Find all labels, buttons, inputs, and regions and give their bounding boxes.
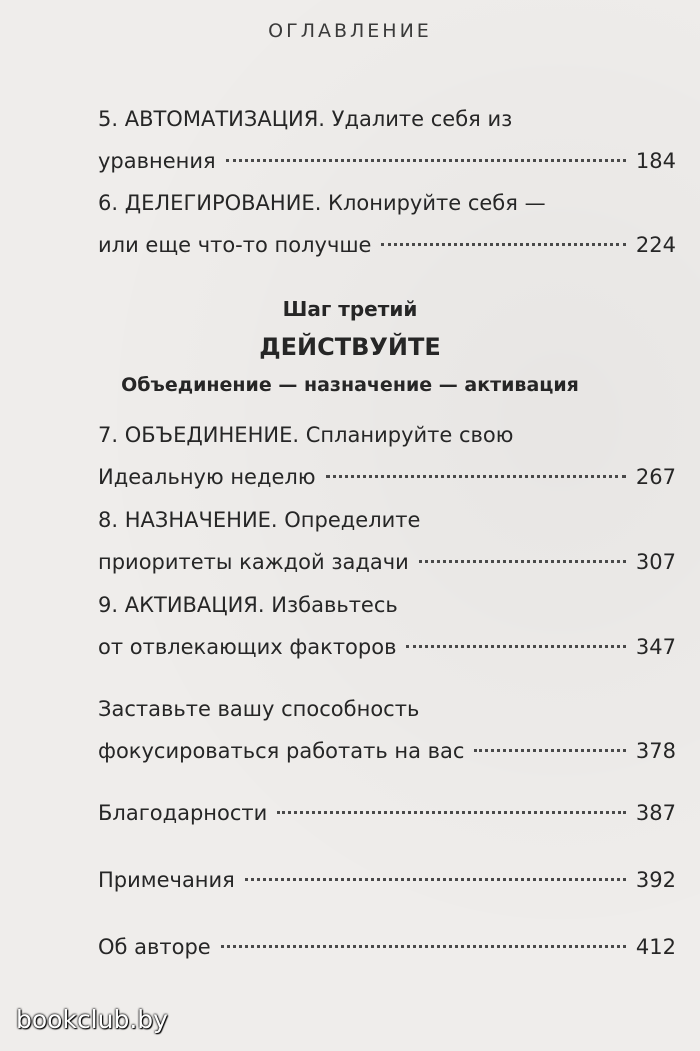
toc-page-number: 224: [635, 233, 676, 257]
toc-page-number: 307: [635, 550, 676, 574]
toc-page-number: 347: [635, 635, 676, 659]
toc-entry-notes[interactable]: [98, 859, 676, 901]
dot-leader: [277, 811, 626, 814]
site-watermark: bookclub.by: [16, 1005, 168, 1034]
toc-entry-conclusion[interactable]: [98, 688, 676, 772]
toc-entry-title: 8. НАЗНАЧЕНИЕ. Определите: [98, 508, 421, 532]
dot-leader: [474, 749, 625, 752]
toc-entry-6[interactable]: [98, 182, 676, 266]
toc-page-number: 267: [635, 465, 676, 489]
toc-entry-7[interactable]: [98, 414, 676, 498]
toc-entry-title: Примечания: [98, 868, 235, 892]
toc-entry-title-continued: уравнения: [98, 149, 216, 173]
toc-entry-about-author[interactable]: [98, 926, 676, 968]
part-tagline: Объединение — назначение — активация: [121, 374, 579, 396]
dot-leader: [419, 560, 626, 563]
dot-leader: [226, 159, 626, 162]
toc-entry-acknowledgements[interactable]: [98, 792, 676, 834]
toc-entry-title-continued: Идеальную неделю: [98, 465, 316, 489]
dot-leader: [326, 475, 626, 478]
part-title: ДЕЙСТВУЙТЕ: [259, 333, 441, 361]
toc-entry-5[interactable]: [98, 98, 676, 182]
running-head: ОГЛАВЛЕНИЕ: [268, 20, 432, 42]
part-subtitle: Шаг третий: [282, 297, 418, 321]
toc-entry-title: Благодарности: [98, 801, 268, 825]
toc-entry-title: Заставьте вашу способность: [98, 697, 420, 721]
toc-entry-title-continued: фокусироваться работать на вас: [98, 739, 465, 763]
toc-page-number: 378: [635, 739, 676, 763]
toc-entry-title: 6. ДЕЛЕГИРОВАНИЕ. Клонируйте себя —: [98, 191, 546, 215]
toc-entry-8[interactable]: [98, 499, 676, 583]
toc-page-number: 392: [635, 868, 676, 892]
dot-leader: [381, 243, 625, 246]
toc-entry-title: 9. АКТИВАЦИЯ. Избавьтесь: [98, 593, 398, 617]
dot-leader: [406, 645, 625, 648]
part-heading: [0, 296, 700, 398]
toc-entry-title: 5. АВТОМАТИЗАЦИЯ. Удалите себя из: [98, 107, 513, 131]
toc-page-number: 387: [635, 801, 676, 825]
dot-leader: [245, 878, 626, 881]
toc-page-number: 184: [635, 149, 676, 173]
toc-entry-title-continued: или еще что-то получше: [98, 233, 372, 257]
toc-entry-title: Об авторе: [98, 935, 211, 959]
toc-entry-title-continued: от отвлекающих факторов: [98, 635, 397, 659]
dot-leader: [221, 945, 626, 948]
toc-entry-title-continued: приоритеты каждой задачи: [98, 550, 409, 574]
toc-page-number: 412: [635, 935, 676, 959]
toc-entry-9[interactable]: [98, 584, 676, 668]
toc-entry-title: 7. ОБЪЕДИНЕНИЕ. Спланируйте свою: [98, 423, 514, 447]
